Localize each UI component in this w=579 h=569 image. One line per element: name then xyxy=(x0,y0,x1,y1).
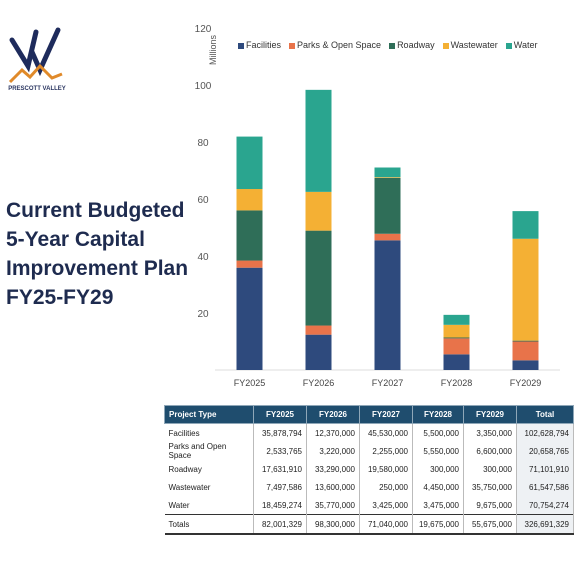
bar-segment xyxy=(375,177,401,178)
column-header: FY2026 xyxy=(307,406,360,424)
title-line: 5-Year Capital xyxy=(6,228,145,251)
table-cell: 45,530,000 xyxy=(360,424,413,443)
bar-segment xyxy=(513,341,539,342)
bar-segment xyxy=(513,239,539,341)
table-cell: 326,691,329 xyxy=(517,515,574,535)
bar-segment xyxy=(444,354,470,370)
bar-segment xyxy=(306,335,332,370)
table-cell: 82,001,329 xyxy=(254,515,307,535)
table-cell: 5,500,000 xyxy=(413,424,464,443)
bar-segment xyxy=(237,210,263,260)
table-cell: 17,631,910 xyxy=(254,460,307,478)
table-cell: 7,497,586 xyxy=(254,478,307,496)
table-cell: 71,101,910 xyxy=(517,460,574,478)
bar-segment xyxy=(444,338,470,354)
legend-label: Facilities xyxy=(246,40,282,50)
table-cell: 98,300,000 xyxy=(307,515,360,535)
table-row xyxy=(165,478,574,496)
table-cell: 2,255,000 xyxy=(360,442,413,460)
bar-segment xyxy=(375,234,401,241)
title-line: FY25-FY29 xyxy=(6,286,114,309)
column-header: Project Type xyxy=(165,406,254,424)
bar-segment xyxy=(513,342,539,361)
bar-segment xyxy=(513,360,539,370)
table-cell: 250,000 xyxy=(360,478,413,496)
y-axis-label: Millions xyxy=(208,34,218,66)
column-header: FY2027 xyxy=(360,406,413,424)
capital-plan-table xyxy=(164,405,574,535)
legend-label: Roadway xyxy=(397,40,435,50)
table-cell: 6,600,000 xyxy=(464,442,517,460)
column-header: FY2025 xyxy=(254,406,307,424)
table-cell: 18,459,274 xyxy=(254,496,307,515)
table-cell: 71,040,000 xyxy=(360,515,413,535)
bar-segment xyxy=(237,261,263,268)
bar-segment xyxy=(306,192,332,231)
bar-segment xyxy=(375,240,401,370)
x-tick-label: FY2025 xyxy=(233,378,266,388)
y-tick-label: 80 xyxy=(197,138,209,149)
column-header: FY2029 xyxy=(464,406,517,424)
table-cell: 35,750,000 xyxy=(464,478,517,496)
legend-label: Water xyxy=(513,40,538,50)
table-cell: 35,770,000 xyxy=(307,496,360,515)
bar-segment xyxy=(444,325,470,338)
table-cell: Parks and Open Space xyxy=(165,442,254,460)
table-cell: 19,580,000 xyxy=(360,460,413,478)
table-cell: 33,290,000 xyxy=(307,460,360,478)
bar-segment xyxy=(306,326,332,335)
table-cell: 3,425,000 xyxy=(360,496,413,515)
x-tick-label: FY2026 xyxy=(302,378,335,388)
y-tick-label: 60 xyxy=(197,195,209,206)
bar-segment xyxy=(237,189,263,210)
table-cell: 102,628,794 xyxy=(517,424,574,443)
x-tick-label: FY2029 xyxy=(509,378,542,388)
table-cell: 3,350,000 xyxy=(464,424,517,443)
table-cell: Water xyxy=(165,496,254,515)
table-header-row xyxy=(165,406,574,424)
table-cell: 5,550,000 xyxy=(413,442,464,460)
totals-row xyxy=(165,515,574,535)
y-tick-label: 120 xyxy=(194,24,212,35)
table-cell: 13,600,000 xyxy=(307,478,360,496)
x-tick-label: FY2028 xyxy=(440,378,473,388)
table-cell: Wastewater xyxy=(165,478,254,496)
table-cell: Totals xyxy=(165,515,254,535)
bar-segment xyxy=(237,268,263,370)
title-line: Improvement Plan xyxy=(6,257,189,280)
table-cell: 70,754,274 xyxy=(517,496,574,515)
table-cell: Roadway xyxy=(165,460,254,478)
table-row xyxy=(165,424,574,443)
y-tick-label: 100 xyxy=(194,81,212,92)
table-cell: 9,675,000 xyxy=(464,496,517,515)
table-cell: 4,450,000 xyxy=(413,478,464,496)
y-tick-label: 40 xyxy=(197,252,209,263)
bar-segment xyxy=(375,168,401,178)
bar-segment xyxy=(444,315,470,325)
bar-segment xyxy=(306,231,332,326)
table-row xyxy=(165,442,574,460)
legend-label: Parks & Open Space xyxy=(297,40,382,50)
table-cell: 3,220,000 xyxy=(307,442,360,460)
title-line: Current Budgeted xyxy=(6,199,185,222)
table-cell: 300,000 xyxy=(464,460,517,478)
table-row xyxy=(165,496,574,515)
y-tick-label: 20 xyxy=(197,309,209,320)
table-cell: 55,675,000 xyxy=(464,515,517,535)
bar-segment xyxy=(513,211,539,239)
bar-segment xyxy=(237,137,263,189)
table-cell: 2,533,765 xyxy=(254,442,307,460)
table-cell: 20,658,765 xyxy=(517,442,574,460)
table-cell: 61,547,586 xyxy=(517,478,574,496)
table-cell: 300,000 xyxy=(413,460,464,478)
column-header: Total xyxy=(517,406,574,424)
bar-segment xyxy=(444,338,470,339)
bar-segment xyxy=(306,90,332,192)
table-cell: 35,878,794 xyxy=(254,424,307,443)
logo-text: PRESCOTT VALLEY xyxy=(8,86,66,92)
column-header: FY2028 xyxy=(413,406,464,424)
x-tick-label: FY2027 xyxy=(371,378,404,388)
table-cell: Facilities xyxy=(165,424,254,443)
table-row xyxy=(165,460,574,478)
table-cell: 19,675,000 xyxy=(413,515,464,535)
bar-segment xyxy=(375,178,401,234)
table-cell: 3,475,000 xyxy=(413,496,464,515)
table-cell: 12,370,000 xyxy=(307,424,360,443)
legend-label: Wastewater xyxy=(450,40,498,50)
